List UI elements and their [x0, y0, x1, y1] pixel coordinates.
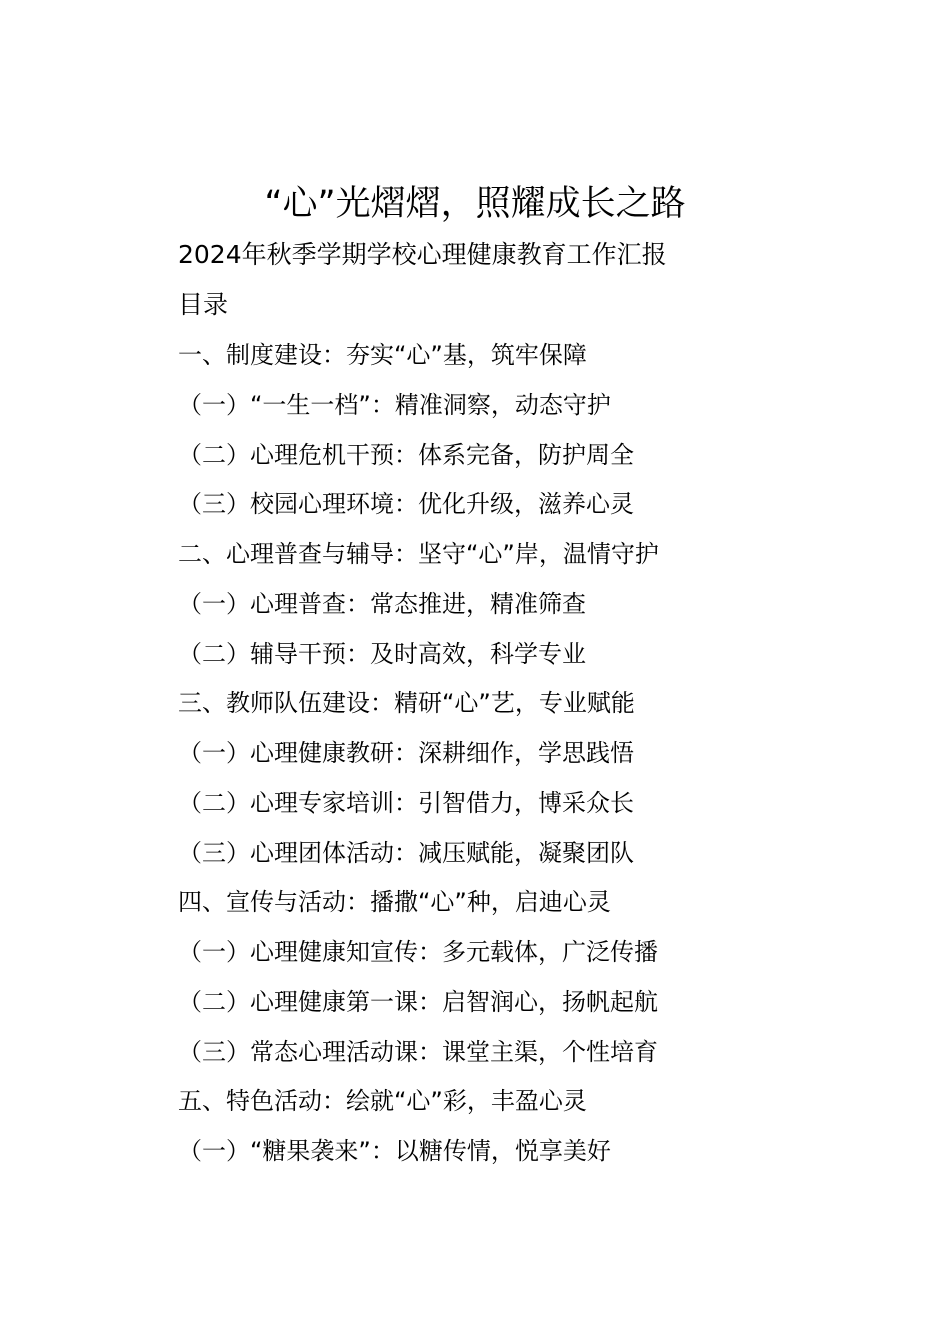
toc-item: （一）“一生一档”：精准洞察，动态守护	[178, 390, 611, 419]
toc-item: （二）辅导干预：及时高效，科学专业	[178, 639, 586, 668]
toc-item: （三）校园心理环境：优化升级，滋养心灵	[178, 490, 634, 519]
toc-heading: 目录	[178, 290, 229, 319]
toc-item: （三）心理团体活动：减压赋能，凝聚团队	[178, 838, 634, 867]
toc-item: （一）心理健康知宣传：多元载体，广泛传播	[178, 938, 658, 966]
toc-item: 三、教师队伍建设：精研“心”艺，专业赋能	[178, 689, 635, 718]
toc-item: （一）心理健康教研：深耕细作，学思践悟	[178, 739, 634, 767]
toc-item: 二、心理普查与辅导：坚守“心”岸，温情守护	[178, 540, 659, 568]
toc-item: 一、制度建设：夯实“心”基，筑牢保障	[178, 341, 587, 369]
toc-item: 五、特色活动：绘就“心”彩，丰盈心灵	[178, 1087, 587, 1116]
toc-item: （二）心理专家培训：引智借力，博采众长	[178, 788, 634, 817]
document-subtitle: 2024年秋季学期学校心理健康教育工作汇报	[178, 240, 667, 269]
toc-item: （一）“糖果袭来”：以糖传情，悦享美好	[178, 1137, 611, 1165]
document-title: “心”光熠熠，照耀成长之路	[264, 184, 686, 224]
toc-item: （一）心理普查：常态推进，精准筛查	[178, 589, 586, 618]
toc-item: （二）心理危机干预：体系完备，防护周全	[178, 440, 634, 469]
toc-item: 四、宣传与活动：播撒“心”种，启迪心灵	[178, 888, 611, 917]
toc-item: （二）心理健康第一课：启智润心，扬帆起航	[178, 987, 658, 1016]
table-of-contents	[178, 336, 659, 1182]
toc-item: （三）常态心理活动课：课堂主渠，个性培育	[178, 1037, 658, 1066]
